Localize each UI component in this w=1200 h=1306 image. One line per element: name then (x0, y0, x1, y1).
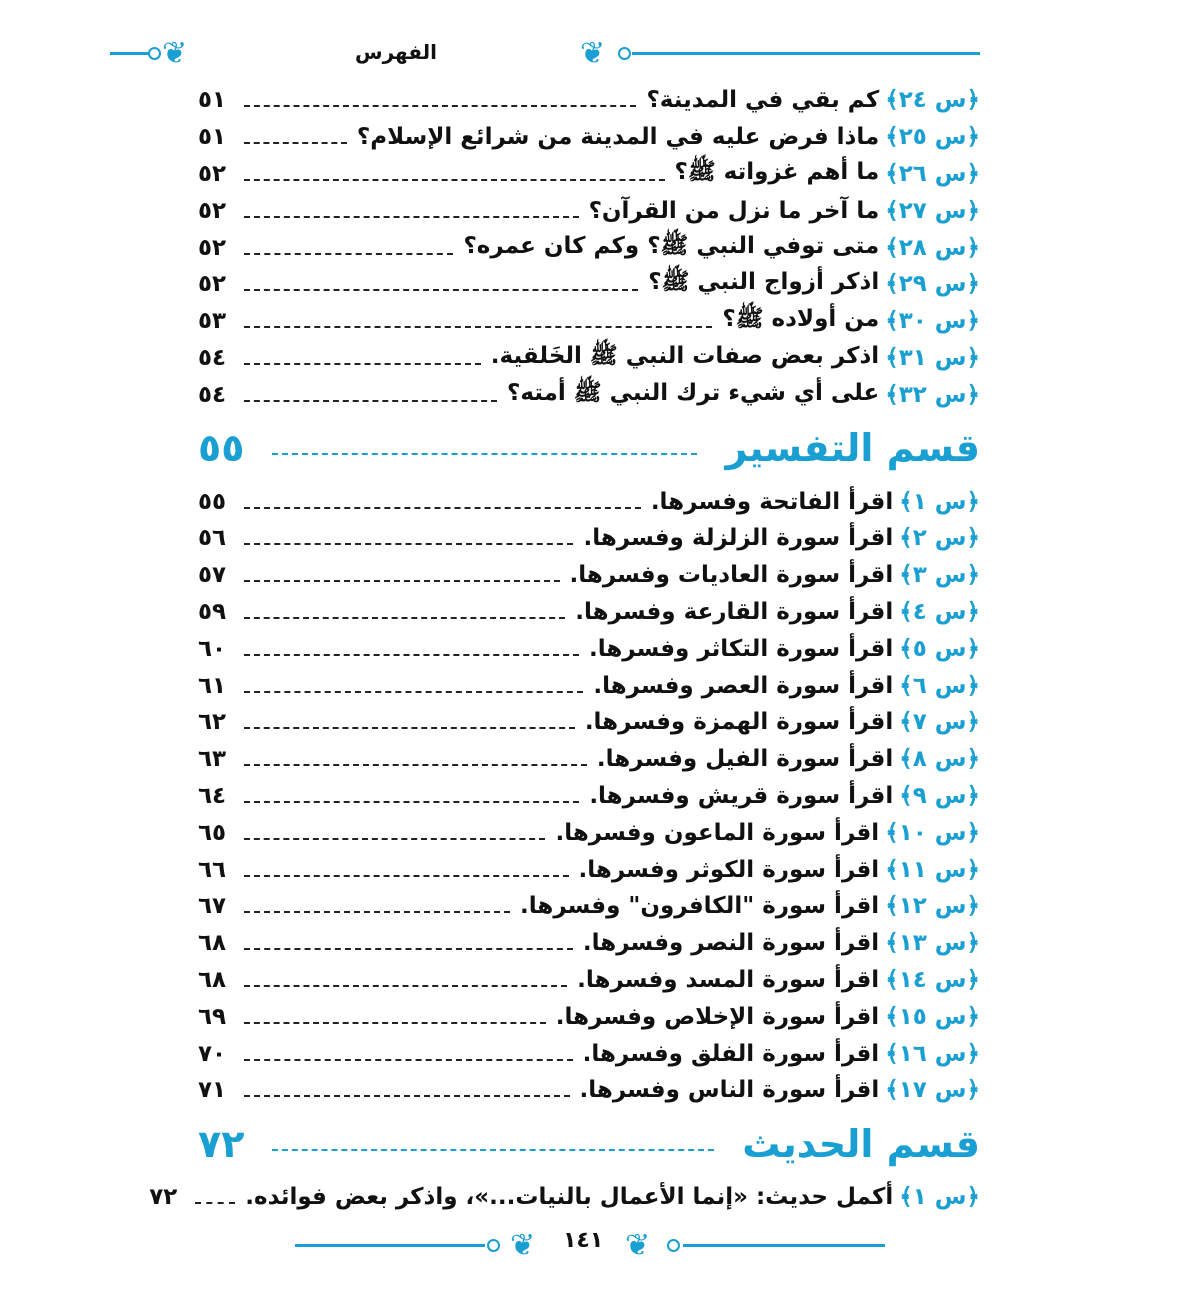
question-number: ﴿س ٢٦﴾ (885, 160, 980, 187)
leader-dots (244, 691, 583, 693)
header-rule-right (632, 52, 980, 55)
page-number: ٦٧ (198, 893, 227, 920)
question-number: ﴿س ١٢﴾ (885, 893, 980, 920)
toc-entry[interactable] (149, 1179, 980, 1216)
question-number: ﴿س ٨﴾ (899, 746, 980, 773)
leader-dots (244, 105, 636, 107)
page-header (110, 30, 980, 80)
page-number: ٥٤ (198, 381, 227, 408)
entry-text: متى توفي النبي ﷺ؟ وكم كان عمره؟ (463, 232, 880, 259)
toc-entry[interactable] (198, 82, 980, 119)
page-number: ٦٨ (198, 930, 227, 957)
page-number: ٦١ (198, 672, 227, 699)
question-number: ﴿س ٥﴾ (899, 635, 980, 662)
question-number: ﴿س ٦﴾ (899, 672, 980, 699)
section-heading-tafsir[interactable] (198, 413, 980, 483)
question-number: ﴿س ٢٨﴾ (885, 234, 980, 261)
entry-text: من أولاده ﷺ؟ (722, 306, 880, 333)
question-number: ﴿س ٣٢﴾ (885, 381, 980, 408)
toc-entry[interactable] (198, 156, 980, 193)
section-leader-dots (272, 1149, 714, 1151)
question-number: ﴿س ٢٧﴾ (885, 197, 980, 224)
page-number: ٥٤ (198, 344, 227, 371)
entry-text: اقرأ سورة الكوثر وفسرها. (578, 856, 880, 883)
ornament-dot (148, 47, 161, 60)
page-number: ٦٨ (198, 966, 227, 993)
flourish-ornament-icon: ❦ (162, 36, 188, 71)
page-number: ٥٢ (198, 234, 227, 261)
leader-dots (244, 801, 579, 803)
toc-entry[interactable] (198, 192, 980, 229)
toc-entry[interactable] (198, 814, 980, 851)
page-number: ٥٧ (198, 562, 227, 589)
question-number: ﴿س ١٠﴾ (885, 819, 980, 846)
contents-list (149, 82, 980, 1216)
page-number: ٧٠ (198, 1040, 227, 1067)
ornament-dot (487, 1239, 500, 1252)
toc-entry[interactable] (198, 925, 980, 962)
leader-dots (244, 363, 481, 365)
question-number: ﴿س ٩﴾ (899, 782, 980, 809)
page-number: ٦٦ (198, 856, 227, 883)
question-number: ﴿س ٣﴾ (899, 562, 980, 589)
page-number: ٥٦ (198, 525, 227, 552)
leader-dots (244, 985, 567, 987)
leader-dots (244, 764, 587, 766)
entry-text: اقرأ سورة العصر وفسرها. (593, 672, 894, 699)
page-number: ٥٢ (198, 197, 227, 224)
leader-dots (244, 289, 638, 291)
toc-entry[interactable] (198, 630, 980, 667)
leader-dots (244, 948, 573, 950)
toc-entry[interactable] (198, 594, 980, 631)
toc-entry[interactable] (198, 851, 980, 888)
question-number: ﴿س ٣٠﴾ (885, 308, 980, 335)
page-number: ٥١ (198, 87, 227, 114)
entry-text: اقرأ سورة الفيل وفسرها. (596, 746, 894, 773)
toc-entry[interactable] (198, 266, 980, 303)
section-leader-dots (272, 453, 697, 455)
toc-entry[interactable] (198, 741, 980, 778)
question-number: ﴿س ٢٩﴾ (885, 271, 980, 298)
leader-dots (244, 654, 579, 656)
page-number: ٧٢ (149, 1184, 178, 1211)
toc-entry[interactable] (198, 119, 980, 156)
toc-entry[interactable] (198, 376, 980, 413)
entry-text: اذكر بعض صفات النبي ﷺ الخَلقية. (490, 342, 880, 369)
leader-dots (244, 400, 497, 402)
entry-text: اقرأ سورة المسد وفسرها. (577, 966, 880, 993)
flourish-ornament-icon: ❦ (510, 1228, 536, 1263)
leader-dots (244, 875, 569, 877)
question-number: ﴿س ١٦﴾ (885, 1040, 980, 1067)
page-number: ٥٢ (198, 160, 227, 187)
page-number: ٦٥ (198, 819, 227, 846)
leader-dots (244, 543, 573, 545)
question-number: ﴿س ١﴾ (899, 1184, 980, 1211)
page-number: ٦٣ (198, 746, 227, 773)
flourish-ornament-icon: ❦ (580, 36, 606, 71)
entry-text: اقرأ سورة قريش وفسرها. (589, 782, 894, 809)
leader-dots (244, 617, 565, 619)
toc-entry[interactable] (198, 704, 980, 741)
leader-dots (244, 1022, 546, 1024)
toc-entry[interactable] (198, 303, 980, 340)
toc-entry[interactable] (198, 340, 980, 377)
question-number: ﴿س ٢﴾ (899, 525, 980, 552)
entry-text: اقرأ سورة "الكافرون" وفسرها. (520, 893, 880, 920)
entry-text: اقرأ سورة العاديات وفسرها. (569, 562, 894, 589)
entry-text: اقرأ سورة الإخلاص وفسرها. (555, 1003, 880, 1030)
entry-text: اقرأ سورة الزلزلة وفسرها. (583, 525, 894, 552)
page-number: ٥١ (198, 124, 227, 151)
entry-text: ما أهم غزواته ﷺ؟ (674, 158, 880, 185)
question-number: ﴿س ٤﴾ (899, 598, 980, 625)
page-number: ٥٢ (198, 271, 227, 298)
question-number: ﴿س ٢٤﴾ (885, 87, 980, 114)
footer-rule-right (683, 1244, 885, 1247)
page-number: ٥٩ (198, 598, 227, 625)
toc-entry[interactable] (198, 998, 980, 1035)
question-number: ﴿س ١١﴾ (885, 856, 980, 883)
entry-text: اقرأ سورة الهمزة وفسرها. (584, 709, 894, 736)
toc-entry[interactable] (198, 778, 980, 815)
page-title: الفهرس (355, 40, 438, 64)
question-number: ﴿س ٧﴾ (899, 709, 980, 736)
leader-dots (244, 142, 347, 144)
ornament-dot (618, 47, 631, 60)
leader-dots (244, 727, 575, 729)
page-number: ٦٠ (198, 635, 227, 662)
entry-text: اقرأ سورة القارعة وفسرها. (575, 598, 894, 625)
toc-entry[interactable] (198, 888, 980, 925)
leader-dots (244, 1095, 570, 1097)
toc-entry[interactable] (198, 1035, 980, 1072)
leader-dots (244, 838, 545, 840)
question-number: ﴿س ٢٥﴾ (885, 124, 980, 151)
toc-entry[interactable] (198, 483, 980, 520)
leader-dots (244, 507, 641, 509)
page-number: ٦٢ (198, 709, 227, 736)
question-number: ﴿س ١﴾ (899, 488, 980, 515)
toc-entry[interactable] (198, 557, 980, 594)
leader-dots (244, 911, 510, 913)
section-page-number: ٧٢ (198, 1121, 245, 1166)
leader-dots (244, 1059, 573, 1061)
toc-entry[interactable] (198, 229, 980, 266)
page-number: ٧١ (198, 1077, 227, 1104)
entry-text: اقرأ سورة الفلق وفسرها. (582, 1040, 880, 1067)
toc-entry[interactable] (198, 962, 980, 999)
question-number: ﴿س ١٥﴾ (885, 1003, 980, 1030)
entry-text: كم بقي في المدينة؟ (646, 87, 880, 114)
page-number: ٥٣ (198, 308, 227, 335)
section-page-number: ٥٥ (198, 426, 245, 471)
entry-text: على أي شيء ترك النبي ﷺ أمته؟ (507, 379, 880, 406)
entry-text: اقرأ سورة الناس وفسرها. (579, 1077, 880, 1104)
question-number: ﴿س ١٤﴾ (885, 966, 980, 993)
entry-text: أكمل حديث: «إنما الأعمال بالنيات...»، واذكر بعض فوائده. (245, 1184, 894, 1211)
page-number: ٦٩ (198, 1003, 227, 1030)
leader-dots (244, 253, 453, 255)
section-heading-hadith[interactable] (198, 1109, 980, 1179)
entry-text: اقرأ سورة التكاثر وفسرها. (588, 635, 894, 662)
entry-text: اقرأ سورة الماعون وفسرها. (555, 819, 880, 846)
footer-page-number: ١٤١ (563, 1228, 604, 1253)
question-number: ﴿س ٣١﴾ (885, 344, 980, 371)
entry-text: اقرأ الفاتحة وفسرها. (650, 488, 894, 515)
header-rule-left (110, 52, 150, 55)
page-number: ٥٥ (198, 488, 227, 515)
question-number: ﴿س ١٧﴾ (885, 1077, 980, 1104)
section-title: قسم الحديث (742, 1121, 980, 1166)
footer-rule-left (295, 1244, 485, 1247)
question-number: ﴿س ١٣﴾ (885, 930, 980, 957)
toc-entry[interactable] (198, 667, 980, 704)
entry-text: اقرأ سورة النصر وفسرها. (582, 930, 880, 957)
toc-entry[interactable] (198, 1072, 980, 1109)
entry-text: ماذا فرض عليه في المدينة من شرائع الإسلام؟ (356, 124, 880, 151)
entry-text: ما آخر ما نزل من القرآن؟ (588, 197, 880, 224)
ornament-dot (667, 1239, 680, 1252)
entry-text: اذكر أزواج النبي ﷺ؟ (648, 269, 880, 296)
leader-dots (244, 216, 579, 218)
leader-dots (195, 1202, 235, 1204)
flourish-ornament-icon: ❦ (625, 1228, 651, 1263)
leader-dots (244, 580, 560, 582)
page-number: ٦٤ (198, 782, 227, 809)
section-title: قسم التفسير (725, 426, 980, 471)
leader-dots (244, 326, 712, 328)
leader-dots (244, 179, 665, 181)
page-footer (295, 1222, 895, 1272)
toc-entry[interactable] (198, 520, 980, 557)
